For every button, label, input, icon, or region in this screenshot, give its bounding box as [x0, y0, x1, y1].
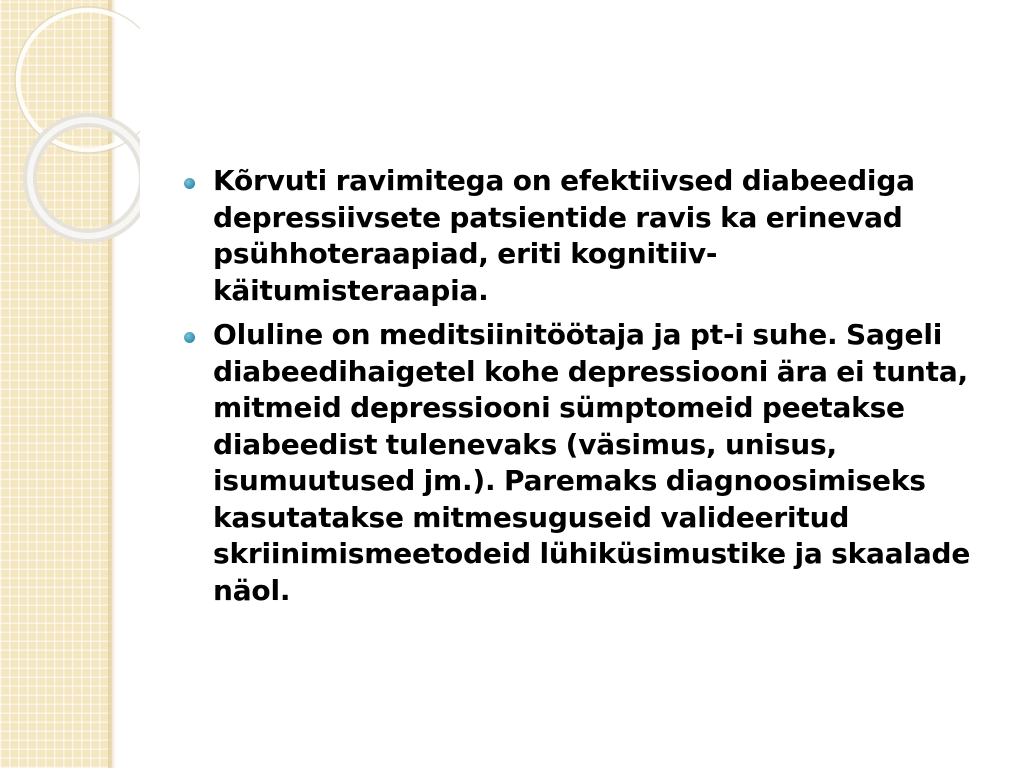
bullet-icon: [184, 332, 195, 343]
bullet-list: [178, 163, 978, 617]
bullet-icon: [184, 178, 195, 189]
bullet-text-1: Kõrvuti ravimitega on efektiivsed diabeediga depressiivsete patsientide ravis ka erinevad psühhoteraapiad, eriti kognitiiv- käitumisteraapia.: [213, 164, 915, 307]
decorative-rings: [0, 0, 140, 260]
bullet-item-2: [178, 317, 978, 609]
bullet-text-2: Oluline on meditsiinitöötaja ja pt-i suhe. Sageli diabeedihaigetel kohe depressiooni ära ei tunta, mitmeid depressiooni sümptomeid peetakse diabeedist tulenevaks (väsimus, unisus, isumuutused jm.). Paremaks diagnoosimiseks kasutatakse mitmesuguseid valideeritud skriinimismeetodeid lühiküsimustike ja skaalade näol.: [213, 318, 971, 607]
bullet-item-1: [178, 163, 978, 309]
